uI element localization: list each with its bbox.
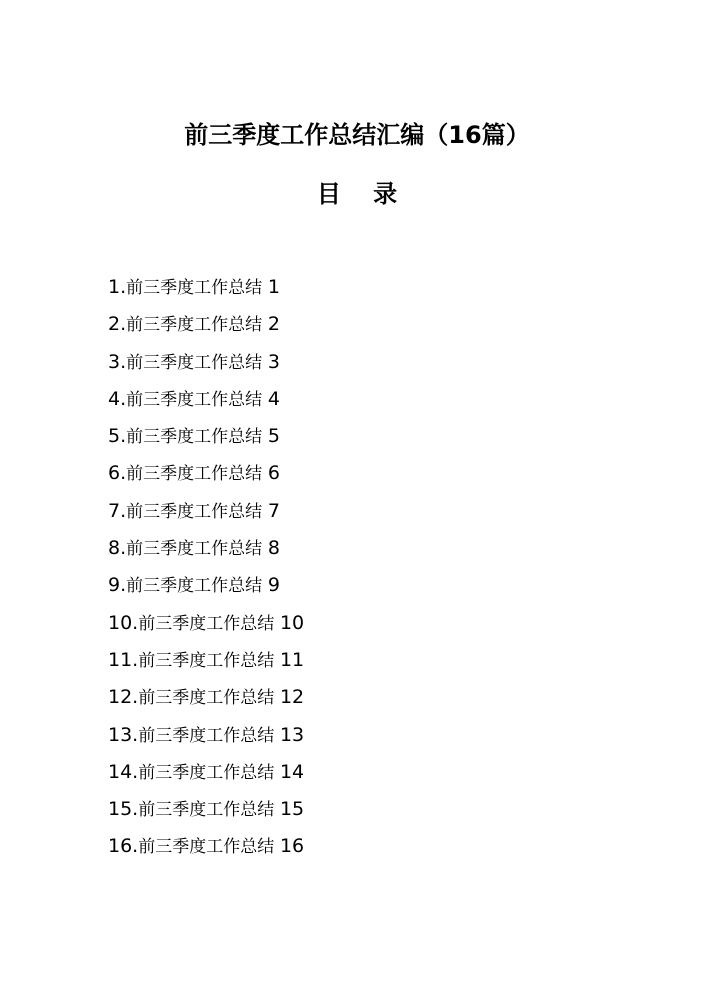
toc-item-number: 7. [108,499,127,522]
toc-heading: 目 录 [316,180,410,208]
toc-item-number: 15. [108,798,139,821]
toc-item-page: 1 [267,276,280,298]
toc-item-label: 前三季度工作总结 [126,389,263,410]
toc-item-number: 2. [108,313,127,336]
toc-item[interactable] [108,793,304,830]
toc-item[interactable] [108,607,304,644]
toc-item[interactable] [108,271,304,308]
toc-item-number: 16. [108,835,139,858]
toc-item[interactable] [108,719,304,756]
toc-item-label: 前三季度工作总结 [126,576,263,597]
toc-item-number: 9. [108,574,127,597]
toc-item-page: 10 [279,611,305,634]
toc-item[interactable] [108,681,304,718]
toc-item-number: 10. [108,611,139,634]
toc-item-label: 前三季度工作总结 [126,315,263,336]
toc-item-page: 13 [279,723,305,746]
toc-item[interactable] [108,532,304,569]
toc-item-label: 前三季度工作总结 [126,352,263,373]
toc-item-number: 5. [108,425,127,448]
toc-item-number: 6. [108,462,127,485]
toc-item-page: 16 [279,835,305,858]
toc-item-label: 前三季度工作总结 [126,464,263,485]
toc-item-number: 3. [108,350,127,373]
toc-item[interactable] [108,495,304,532]
toc-item-number: 8. [108,537,127,560]
toc-item-page: 14 [279,760,305,783]
toc-item-label: 前三季度工作总结 [126,501,263,522]
toc-item[interactable] [108,457,304,494]
toc-item-page: 15 [279,798,305,821]
toc-item-page: 9 [267,574,280,597]
toc-item-label: 前三季度工作总结 [138,725,275,746]
toc-item-page: 12 [279,686,305,709]
toc-item-label: 前三季度工作总结 [126,427,263,448]
toc-item-label: 前三季度工作总结 [126,539,263,560]
toc-item[interactable] [108,830,304,867]
toc-item-label: 前三季度工作总结 [138,800,275,821]
toc-item[interactable] [108,308,304,345]
toc-item[interactable] [108,420,304,457]
toc-item-number: 11. [108,648,139,671]
toc-item-page: 6 [267,462,280,485]
toc-item-label: 前三季度工作总结 [138,650,275,671]
toc-item-label: 前三季度工作总结 [138,837,275,858]
toc-item-number: 1. [108,276,127,298]
toc-item-page: 4 [267,387,280,410]
toc-item-page: 11 [279,648,305,671]
toc-item[interactable] [108,569,304,606]
document-title: 前三季度工作总结汇编（16篇） [184,121,530,149]
toc-item-page: 7 [267,499,280,522]
toc-item-label: 前三季度工作总结 [138,688,275,709]
toc-item-number: 14. [108,760,139,783]
toc-item[interactable] [108,644,304,681]
toc-item-page: 3 [267,350,280,373]
toc-item-label: 前三季度工作总结 [138,762,275,783]
toc-item-label: 前三季度工作总结 [138,613,275,634]
toc-item-number: 4. [108,387,127,410]
toc-item[interactable] [108,756,304,793]
toc-item[interactable] [108,383,304,420]
toc-item-number: 13. [108,723,139,746]
toc-item-label: 前三季度工作总结 [126,278,263,298]
toc-item-page: 2 [267,313,280,336]
toc-item-number: 12. [108,686,139,709]
toc-item-page: 8 [267,537,280,560]
toc-item[interactable] [108,346,304,383]
table-of-contents [108,271,304,868]
toc-item-page: 5 [267,425,280,448]
